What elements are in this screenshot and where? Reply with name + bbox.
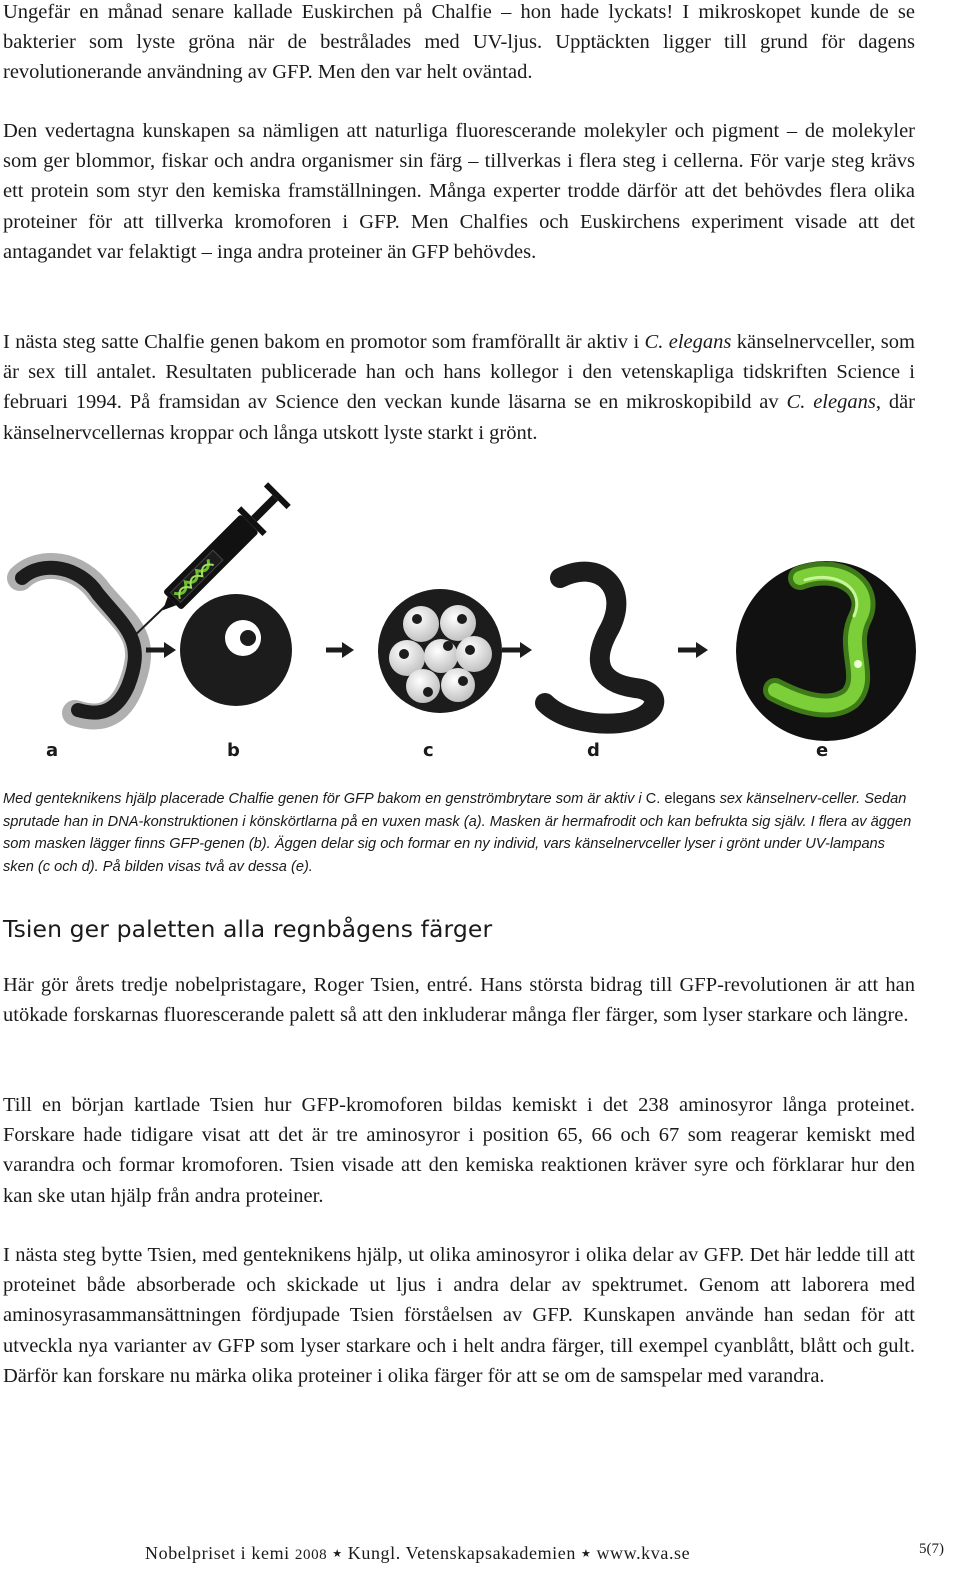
figure-label-a: a bbox=[46, 740, 59, 761]
page-footer bbox=[145, 1543, 690, 1564]
paragraph-3-text-c: , där känselnervcellernas kroppar och långa utskott lyste starkt i grönt. bbox=[3, 391, 915, 444]
caption-species: C. elegans bbox=[645, 791, 716, 807]
paragraph-5: Till en början kartlade Tsien hur GFP-kromoforen bildas kemiskt i det 238 aminosyror långa proteinet. Forskare hade tidigare visat att det är tre aminosyror i position 65, 66 och 67 som reagerar kemiskt med varandra och formar kromoforen. Tsien visade att den kemiska reaktionen kräver syre och förklarar hur den kan ske utan hjälp från andra proteiner. bbox=[3, 1094, 915, 1207]
arrow-icon bbox=[678, 642, 708, 658]
egg-cell-icon bbox=[180, 594, 292, 706]
arrow-icon bbox=[326, 642, 354, 658]
figure-label-e: e bbox=[816, 740, 829, 761]
paragraph-3-text-a: I nästa steg satte Chalfie genen bakom en promotor som framförallt är aktiv i bbox=[3, 331, 645, 353]
worm-d-icon bbox=[545, 572, 654, 724]
arrow-icon bbox=[502, 642, 532, 658]
worm-a-icon bbox=[20, 566, 138, 717]
species-name: C. elegans bbox=[786, 391, 876, 414]
figure-label-b: b bbox=[227, 740, 240, 761]
figure-label-d: d bbox=[587, 740, 600, 761]
figure-caption bbox=[3, 788, 918, 878]
section-heading: Tsien ger paletten alla regnbågens färger bbox=[3, 915, 493, 943]
star-icon: ★ bbox=[580, 1548, 592, 1560]
footer-prize: Nobelpriset i kemi bbox=[145, 1543, 295, 1563]
footer-academy: Kungl. Vetenskapsakademien bbox=[347, 1543, 576, 1563]
chalfie-experiment-figure bbox=[0, 478, 960, 778]
star-icon: ★ bbox=[332, 1548, 343, 1560]
figure-label-c: c bbox=[423, 740, 434, 761]
paragraph-3 bbox=[3, 327, 915, 448]
caption-text-a: Med genteknikens hjälp placerade Chalfie genen för GFP bakom en genströmbrytare som är aktiv i bbox=[3, 791, 646, 807]
species-name: C. elegans bbox=[644, 331, 732, 353]
cell-cluster-icon bbox=[378, 589, 502, 713]
figure-illustration bbox=[0, 478, 960, 778]
footer-website[interactable]: www.kva.se bbox=[596, 1543, 691, 1563]
paragraph-6: I nästa steg bytte Tsien, med genteknikens hjälp, ut olika aminosyror i olika delar av GFP. Det här ledde till att proteinet både absorberade och skickade ut ljus i andra delar av spektrumet. Genom att laborera med aminosyrasammansättningen fördjupade Tsien förståelsen av GFP. Kunskapen använde han sedan för att utveckla nya varianter av GFP som lyser starkare och i helt andra färger, till exempel cyanblått, blått och gult. Därför kan forskare nu märka olika proteiner i olika färger för att se om de samspelar med varandra. bbox=[3, 1244, 915, 1387]
glowing-worm-icon bbox=[736, 561, 916, 741]
caption-text-b: sex känselnerv-celler. Sedan sprutade han in DNA-konstruktionen i könskörtlarna på en vuxen mask (a). Masken är hermafrodit och kan befrukta sig själv. I flera av äggen som masken lägger finns GFP-genen (b). Äggen delar sig och formar en ny individ, vars känselnervceller lyser i grönt under UV-lampans sken (c och d). På bilden visas två av dessa (e). bbox=[3, 791, 912, 875]
paragraph-2: Den vedertagna kunskapen sa nämligen att naturliga fluorescerande molekyler och pigment – de molekyler som ger blommor, fiskar och andra organismer sin färg – tillverkas i flera steg i cellerna. För varje steg krävs ett protein som styr den kemiska framställningen. Många experter trodde därför att det behövdes flera olika proteiner för att tillverka kromoforen i GFP. Men Chalfies och Euskirchens experiment visade att det antagandet var felaktigt – inga andra proteiner än GFP behövdes. bbox=[3, 120, 915, 263]
paragraph-1: Ungefär en månad senare kallade Euskirchen på Chalfie – hon hade lyckats! I mikroskopet kunde de se bakterier som lyste gröna när de bestrålades med UV-ljus. Upptäckten ligger till grund för dagens revolutionerande användning av GFP. Men den var helt oväntad. bbox=[3, 1, 915, 84]
paragraph-3-text-b: känselnervceller, som är sex till antalet. Resultaten publicerade han och hans kollegor i den vetenskapliga tidskriften Science i februari 1994. På framsidan av Science den veckan kunde läsarna se en mikroskopibild av bbox=[3, 331, 915, 414]
paragraph-4: Här gör årets tredje nobelpristagare, Roger Tsien, entré. Hans största bidrag till GFP-revolutionen är att han utökade forskarnas fluorescerande palett så att den inkluderar många fler färger, som lyser starkare och längre. bbox=[3, 974, 915, 1027]
footer-year: 2008 bbox=[294, 1547, 328, 1563]
page-number: 5(7) bbox=[919, 1541, 944, 1557]
